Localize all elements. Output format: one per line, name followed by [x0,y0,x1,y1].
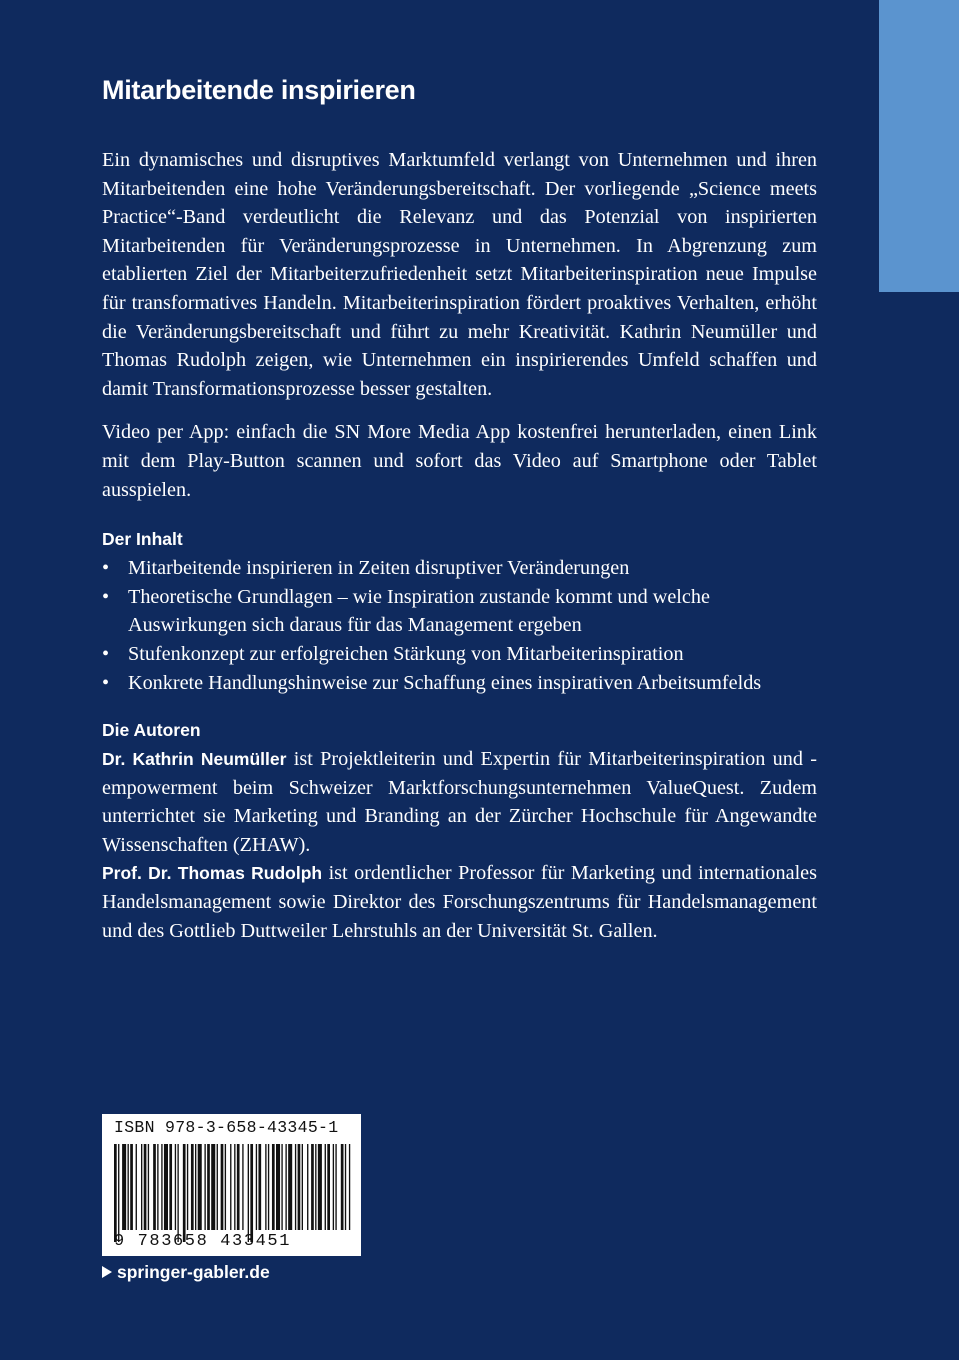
author-entry [102,859,817,945]
video-app-paragraph: Video per App: einfach die SN More Media App kostenfrei herunterladen, einen Link mit dem Play-Button scannen und sofort das Video auf Smartphone oder Tablet ausspielen. [102,421,817,501]
authors-section [102,745,817,945]
barcode-bars [114,1144,354,1242]
list-item: • Theoretische Grundlagen – wie Inspiration zustande kommt und welche Auswirkungen sich daraus für das Management ergeben [102,583,817,640]
publisher-website-link[interactable] [102,1262,270,1283]
description-paragraph: Ein dynamisches und disruptives Marktumfeld verlangt von Unternehmen und ihren Mitarbeitenden eine hohe Veränderungsbereitschaft. Der vorliegende „Science meets Practice“-Band verdeutlicht die Relevanz und das Potenzial von inspirierten Mitarbeitenden für Veränderungsprozesse in Unternehmen. In Abgrenzung zum etablierten Ziel der Mitarbeiterzufriedenheit setzt Mitarbeiterinspiration neue Impulse für transformatives Handeln. Mitarbeiterinspiration fördert proaktives Verhalten, erhöht die Veränderungsbereitschaft und führt zu mehr Kreativität. Kathrin Neumüller und Thomas Rudolph zeigen, wie Unternehmen ein inspirierendes Umfeld schaffen und damit Transformationsprozesse besser gestalten. [102,149,817,400]
author-name: Prof. Dr. Thomas Rudolph [102,863,323,884]
list-item: • Stufenkonzept zur erfolgreichen Stärkung von Mitarbeiterinspiration [102,640,817,669]
isbn-label: ISBN 978-3-658-43345-1 [114,1118,339,1137]
list-item: • Konkrete Handlungshinweise zur Schaffung eines inspirativen Arbeitsumfelds [102,669,817,698]
contents-list [102,554,817,697]
list-item: • Mitarbeitende inspirieren in Zeiten disruptiver Veränderungen [102,554,817,583]
authors-heading: Die Autoren [102,720,201,741]
author-bio: ist Projektleiterin und Expertin für Mitarbeiterinspiration und -empowerment beim Schweizer Marktforschungsunternehmen ValueQuest. Zudem unterrichtet sie Marketing und Branding an der Zürcher Hochschule für Angewandte Wissenschaften (ZHAW). [102,748,817,856]
back-cover-content [102,70,817,945]
play-arrow-icon [102,1266,112,1278]
author-entry [102,745,817,859]
contents-heading: Der Inhalt [102,529,183,550]
author-name: Dr. Kathrin Neumüller [102,749,287,770]
accent-strip [879,0,959,292]
book-title: Mitarbeitende inspirieren [102,75,416,105]
publisher-website-text: springer-gabler.de [117,1262,270,1282]
barcode-digits: 9 783658 433451 [114,1232,292,1251]
author-bio: ist ordentlicher Professor für Marketing und internationales Handelsmanagement sowie Direktor des Forschungszentrums für Handelsmanagement und des Gottlieb Duttweiler Lehrstuhls an der Universität St. Gallen. [102,862,817,942]
isbn-barcode [102,1114,361,1256]
